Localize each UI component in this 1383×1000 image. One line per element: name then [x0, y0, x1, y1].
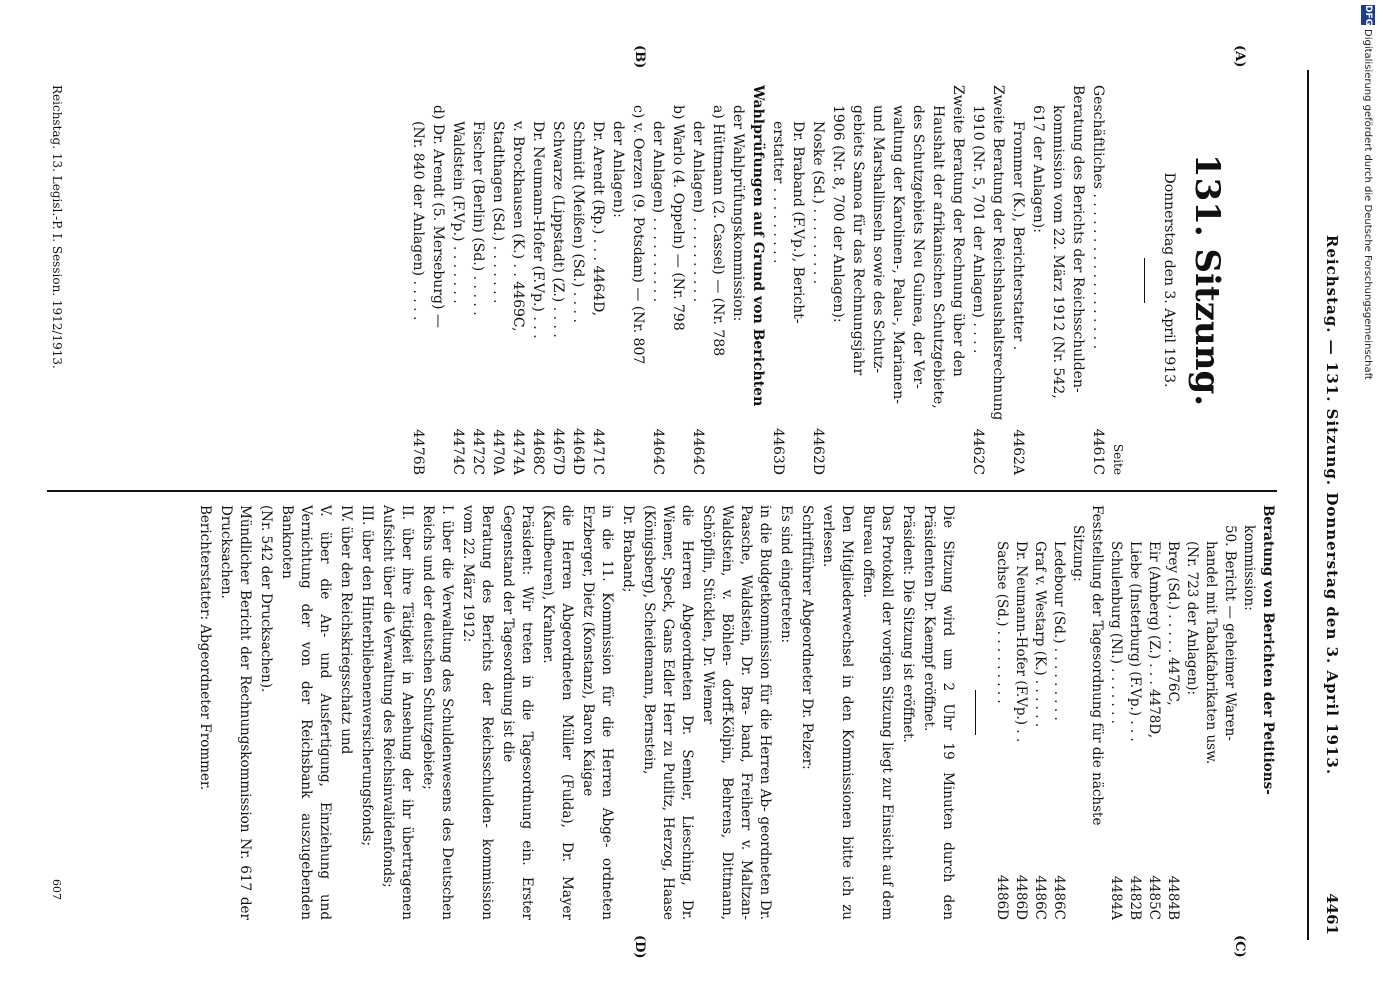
- contents-entry-text: gebiets Samoa für das Rechnungsjahr: [850, 105, 866, 376]
- session-date: Donnerstag den 3. April 1913.: [1161, 172, 1177, 388]
- running-header: [1307, 75, 1347, 935]
- session-footer: Reichstag. 13. Legisl.-P. I. Session. 1912/1913.: [50, 85, 64, 369]
- margin-marker-d: (D): [632, 935, 647, 959]
- contents-page-ref: 4470A: [490, 429, 506, 475]
- contents-row: [528, 85, 548, 475]
- contents-row: [488, 85, 508, 475]
- contents-entry-text: c) v. Oerzen (9. Potsdam) — (Nr. 807: [630, 105, 646, 365]
- page-main: [2, 0, 1347, 1000]
- contents-entry-text: Geschäftliches . . . . . . . . . . . . . . . . . .: [1090, 85, 1106, 350]
- contents-entry-text: Feststellung der Tagesordnung für die nächste: [1089, 505, 1105, 826]
- contents-row: [1068, 505, 1087, 920]
- proceedings-paragraph: I. über die Verwaltung des Schuldenwesens des Deutschen Reichs und der deutschen Schutzgebiete;: [420, 505, 455, 920]
- contents-entry-text: 50. Bericht — geheimer Waren-: [1222, 525, 1238, 741]
- proceedings-paragraph: V. über die An- und Ausfertigung, Einziehung und Vernichtung der von der Reichsbank auszugebenden Banknoten: [279, 505, 333, 920]
- contents-row: [648, 85, 668, 475]
- contents-entry-text: Dr. Arendt (Rp.) . . . 4464D,: [590, 121, 606, 317]
- contents-entry-text: Schwarze (Lippstadt) (Z.) . . . .: [550, 121, 566, 338]
- contents-row: [1008, 85, 1028, 475]
- contents-page-ref: 4467D: [550, 428, 566, 475]
- contents-page-ref: 4463D: [770, 428, 786, 475]
- contents-page-ref: 4482B: [1127, 875, 1143, 920]
- contents-entry-text: 1910 (Nr. 5, 701 der Anlagen) . . . .: [970, 105, 986, 354]
- contents-row: [992, 505, 1011, 920]
- dfg-credit: [1361, 5, 1375, 380]
- contents-entry-text: Dr. Neumann-Hofer (F.Vp.) . . .: [530, 121, 546, 339]
- contents-row: [948, 85, 968, 475]
- contents-entry-text: Schulenburg (Nl.) . . . . . . .: [1108, 541, 1124, 724]
- contents-row: [968, 85, 988, 475]
- contents-entry-text: Waldstein (F.Vp.) . . . . . . .: [450, 121, 466, 304]
- contents-page-ref: 4486D: [1013, 874, 1029, 920]
- contents-row: [1011, 505, 1030, 920]
- contents-entry-text: der Anlagen) . . . . . . . . . .: [690, 121, 706, 303]
- contents-page-ref: 4464C: [690, 428, 706, 475]
- contents-row: [1048, 85, 1068, 475]
- seite-label: Seite: [1111, 443, 1125, 475]
- contents-row: [1087, 505, 1106, 920]
- contents-list: [408, 85, 1108, 475]
- proceedings-paragraph: in die Budgetkommission für die Herren Ab- geordneten Dr. Paasche, Waldstein, Dr. Bra- band, Freiherr v. Maltzan-Waldstein, v. Böhlen- dorff-Kölpin, Behrens, Dittmann, Schöpflin, Stücklen, Dr. Wiemer: [700, 505, 773, 920]
- contents-entry-text: Frommer (K.), Berichterstatter .: [1010, 121, 1026, 351]
- contents-entry-text: 1906 (Nr. 8, 700 der Anlagen):: [830, 105, 846, 323]
- contents-entry-text: v. Brockhausen (K.) . . 4469C,: [510, 121, 526, 332]
- contents-row: [928, 85, 948, 475]
- running-header-title: Reichstag. — 131. Sitzung. Donnerstag den 3. April 1913.: [1323, 234, 1341, 776]
- contents-row: [788, 85, 808, 475]
- proceedings-paragraph: Das Protokoll der vorigen Sitzung liegt zur Einsicht auf dem Bureau offen.: [860, 505, 895, 920]
- contents-entry-text: Sachse (Sd.) . . . . . . . . .: [994, 541, 1010, 704]
- contents-row: [728, 85, 748, 475]
- contents-page-ref: 4474C: [450, 428, 466, 475]
- contents-entry-text: Sitzung:: [1070, 525, 1086, 582]
- right-column: [47, 505, 1277, 920]
- contents-row: [1068, 85, 1088, 475]
- contents-entry-text: Brey (Sd.) . . . . . 4476C,: [1165, 541, 1181, 706]
- proceedings-paragraph: Die Sitzung wird um 2 Uhr 19 Minuten durch den Präsidenten Dr. Kaempf eröffnet.: [921, 505, 956, 920]
- proceedings-text: [195, 505, 957, 920]
- contents-row: [1125, 505, 1144, 920]
- contents-page-ref: 4486D: [994, 874, 1010, 920]
- contents-entry-text: (Nr. 840 der Anlagen) . . . . .: [410, 121, 426, 321]
- contents-page-ref: 4462D: [810, 428, 826, 475]
- proceedings-paragraph: in die 11. Kommission für die Herren Abge- ordneten Erzberger, Dietz (Konstanz), Baron Kaigae: [580, 505, 615, 920]
- contents-entry-text: (Nr. 723 der Anlagen):: [1184, 541, 1200, 696]
- contents-page-ref: 4484B: [1165, 875, 1181, 920]
- contents-entry-text: Beratung von Berichten der Petitions-: [1260, 505, 1276, 795]
- page-signature: 607: [50, 879, 63, 900]
- margin-marker-b: (B): [632, 45, 647, 69]
- proceedings-paragraph: II. über ihre Tätigkeit in Ansehung der ihr übertragenen Aufsicht über die Verwaltung des Reichsinvalidenfonds;: [380, 505, 415, 920]
- proceedings-paragraph: Mündlicher Bericht der Rechnungskommission Nr. 617 der Drucksachen.: [218, 505, 253, 920]
- contents-entry-text: Zweite Beratung der Reichshaushaltsrechnung: [990, 85, 1006, 421]
- contents-row: [1239, 505, 1258, 920]
- proceedings-paragraph: Präsident: Wir treten in die Tagesordnung ein. Erster Gegenstand der Tagesordnung ist die: [500, 505, 535, 920]
- contents-row: [908, 85, 928, 475]
- margin-marker-c: (C): [1232, 935, 1247, 958]
- left-column: [47, 85, 1277, 475]
- contents-row: [1182, 505, 1201, 920]
- contents-entry-text: d) Dr. Arendt (5. Merseburg) —: [430, 105, 446, 328]
- contents-entry-text: b) Warlo (4. Oppeln) — (Nr. 798: [670, 105, 686, 331]
- contents-row: [468, 85, 488, 475]
- contents-page-ref: 4471C: [590, 428, 606, 475]
- proceedings-paragraph: IV. über den Reichskriegsschatz und: [338, 505, 354, 755]
- contents-row: [1106, 505, 1125, 920]
- contents-entry-text: Ledebour (Sd.) . . . . . . . . .: [1051, 541, 1067, 721]
- contents-row: [1030, 505, 1049, 920]
- contents-row: [568, 85, 588, 475]
- contents-entry-text: a) Hüttmann (2. Cassel) — (Nr. 788: [710, 105, 726, 357]
- contents-row: [808, 85, 828, 475]
- page-number: 4461: [1323, 893, 1341, 935]
- contents-page-ref: 4476B: [410, 429, 426, 475]
- contents-page-ref: 4464D: [570, 428, 586, 475]
- contents-row: [688, 85, 708, 475]
- contents-entry-text: Schmidt (Meißen) (Sd.) . . . .: [570, 121, 586, 323]
- contents-entry-text: Eir (Amberg) (Z.) . . . 4478D,: [1146, 541, 1162, 739]
- contents-row: [548, 85, 568, 475]
- credit-text: Digitalisierung gefördert durch die Deutsche Forschungsgemeinschaft: [1362, 29, 1373, 380]
- proceedings-paragraph: Dr. Braband;: [620, 505, 636, 593]
- contents-page-ref: 4486C: [1032, 875, 1048, 920]
- contents-entry-text: Liebe (Insterburg) (F.Vp.) . . .: [1127, 541, 1143, 742]
- contents-entry-text: und Marshallinseln sowie des Schutz-: [870, 105, 886, 374]
- contents-row: [988, 85, 1008, 475]
- contents-row: [848, 85, 868, 475]
- contents-row: [608, 85, 628, 475]
- contents-row: [768, 85, 788, 475]
- proceedings-paragraph: Beratung des Berichts der Reichsschulden- kommission vom 22. März 1912:: [460, 505, 495, 920]
- proceedings-paragraph: (Nr. 542 der Drucksachen).: [258, 505, 274, 693]
- contents-entry-text: 617 der Anlagen):: [1030, 105, 1046, 233]
- contents-entry-text: Zweite Beratung der Rechnung über den: [950, 85, 966, 377]
- contents-row: [828, 85, 848, 475]
- contents-page-ref: 4485C: [1146, 875, 1162, 920]
- proceedings-paragraph: Präsident: Die Sitzung ist eröffnet.: [900, 505, 916, 743]
- contents-entry-text: Wahlprüfungen auf Grund von Berichten: [750, 85, 766, 407]
- contents-row: [668, 85, 688, 475]
- contents-entry-text: Haushalt der afrikanischen Schutzgebiete,: [930, 105, 946, 409]
- contents-page-ref: 4464C: [650, 428, 666, 475]
- heading-rule: [1144, 258, 1145, 303]
- proceedings-paragraph: Den Mitgliederwechsel in den Kommissionen bitte ich zu verlesen.: [820, 505, 855, 920]
- contents-page-ref: 4486C: [1051, 875, 1067, 920]
- contents-entry-text: kommission:: [1241, 525, 1257, 611]
- contents-row: [1028, 85, 1048, 475]
- contents-page-ref: 4462C: [970, 428, 986, 475]
- digitization-credit-sidebar: [1351, 0, 1383, 1000]
- proceedings-paragraph: Es sind eingetreten:: [778, 505, 794, 644]
- contents-entry-text: erstatter . . . . . . . . .: [770, 121, 786, 264]
- proceedings-paragraph: Schriftführer Abgeordneter Dr. Pelzer:: [799, 505, 815, 770]
- contents-row: [1088, 85, 1108, 475]
- contents-list-continued: [992, 505, 1277, 920]
- contents-page-ref: 4474A: [510, 429, 526, 475]
- proceedings-paragraph: Berichterstatter: Abgeordneter Frommer.: [197, 505, 213, 791]
- contents-row: [508, 85, 528, 475]
- contents-row: [748, 85, 768, 475]
- contents-row: [708, 85, 728, 475]
- section-rule: [975, 690, 976, 735]
- proceedings-paragraph: die Herren Abgeordneten Dr. Semler, Liesching, Dr. Wiemer, Speck, Gans Edler Herr zu Putlitz, Herzog, Haase (Königsberg), Scheidemann, Bernstein,: [641, 505, 695, 920]
- contents-page-ref: 4472C: [470, 428, 486, 475]
- contents-row: [1163, 505, 1182, 920]
- contents-entry-text: der Anlagen):: [610, 121, 626, 218]
- contents-entry-text: der Wahlprüfungskommission:: [730, 105, 746, 322]
- contents-entry-text: Noske (Sd.) . . . . . . . . .: [810, 121, 826, 285]
- contents-entry-text: der Anlagen) . . . . . . . . . .: [650, 121, 666, 303]
- contents-page-ref: 4468C: [530, 428, 546, 475]
- contents-entry-text: Fischer (Berlin) (Sd.) . . . . .: [470, 121, 486, 316]
- contents-row: [1049, 505, 1068, 920]
- dfg-logo-icon: DFG: [1363, 5, 1373, 27]
- contents-entry-text: kommission vom 22. März 1912 (Nr. 542,: [1050, 105, 1066, 399]
- contents-entry-text: Stadthagen (Sd.) . . . . . . .: [490, 121, 506, 304]
- contents-page-ref: 4462A: [1010, 429, 1026, 475]
- contents-row: [628, 85, 648, 475]
- column-divider: [47, 490, 1277, 492]
- margin-marker-a: (A): [1232, 45, 1247, 68]
- contents-entry-text: waltung der Karolinen-, Palau-, Marianen-: [890, 105, 906, 404]
- contents-row: [428, 85, 448, 475]
- contents-page-ref: 4461C: [1090, 428, 1106, 475]
- proceedings-paragraph: die Herren Abgeordneten Müller (Fulda), Dr. Mayer (Kaufbeuren), Krahner.: [540, 505, 575, 920]
- contents-entry-text: des Schutzgebiets Neu Guinea, der Ver-: [910, 105, 926, 389]
- proceedings-paragraph: III. über den Hinterbliebenenversicherungsfonds;: [359, 505, 375, 847]
- contents-row: [1258, 505, 1277, 920]
- contents-page-ref: 4484A: [1108, 875, 1124, 920]
- contents-row: [888, 85, 908, 475]
- contents-row: [1144, 505, 1163, 920]
- contents-entry-text: Dr. Neumann-Hofer (F.Vp.) . .: [1013, 541, 1029, 743]
- contents-row: [1201, 505, 1220, 920]
- header-rule: [1307, 70, 1309, 940]
- contents-row: [588, 85, 608, 475]
- contents-entry-text: Dr. Braband (F.Vp.), Bericht-: [790, 121, 806, 324]
- contents-entry-text: Graf v. Westarp (K.) . . . . . .: [1032, 541, 1048, 728]
- contents-row: [1220, 505, 1239, 920]
- contents-entry-text: handel mit Tabakfabrikaten usw.: [1203, 541, 1219, 765]
- session-heading: 131. Sitzung.: [1187, 153, 1227, 407]
- contents-row: [868, 85, 888, 475]
- contents-row: [448, 85, 468, 475]
- contents-entry-text: Beratung des Berichts der Reichsschulden-: [1070, 85, 1086, 393]
- contents-row: [408, 85, 428, 475]
